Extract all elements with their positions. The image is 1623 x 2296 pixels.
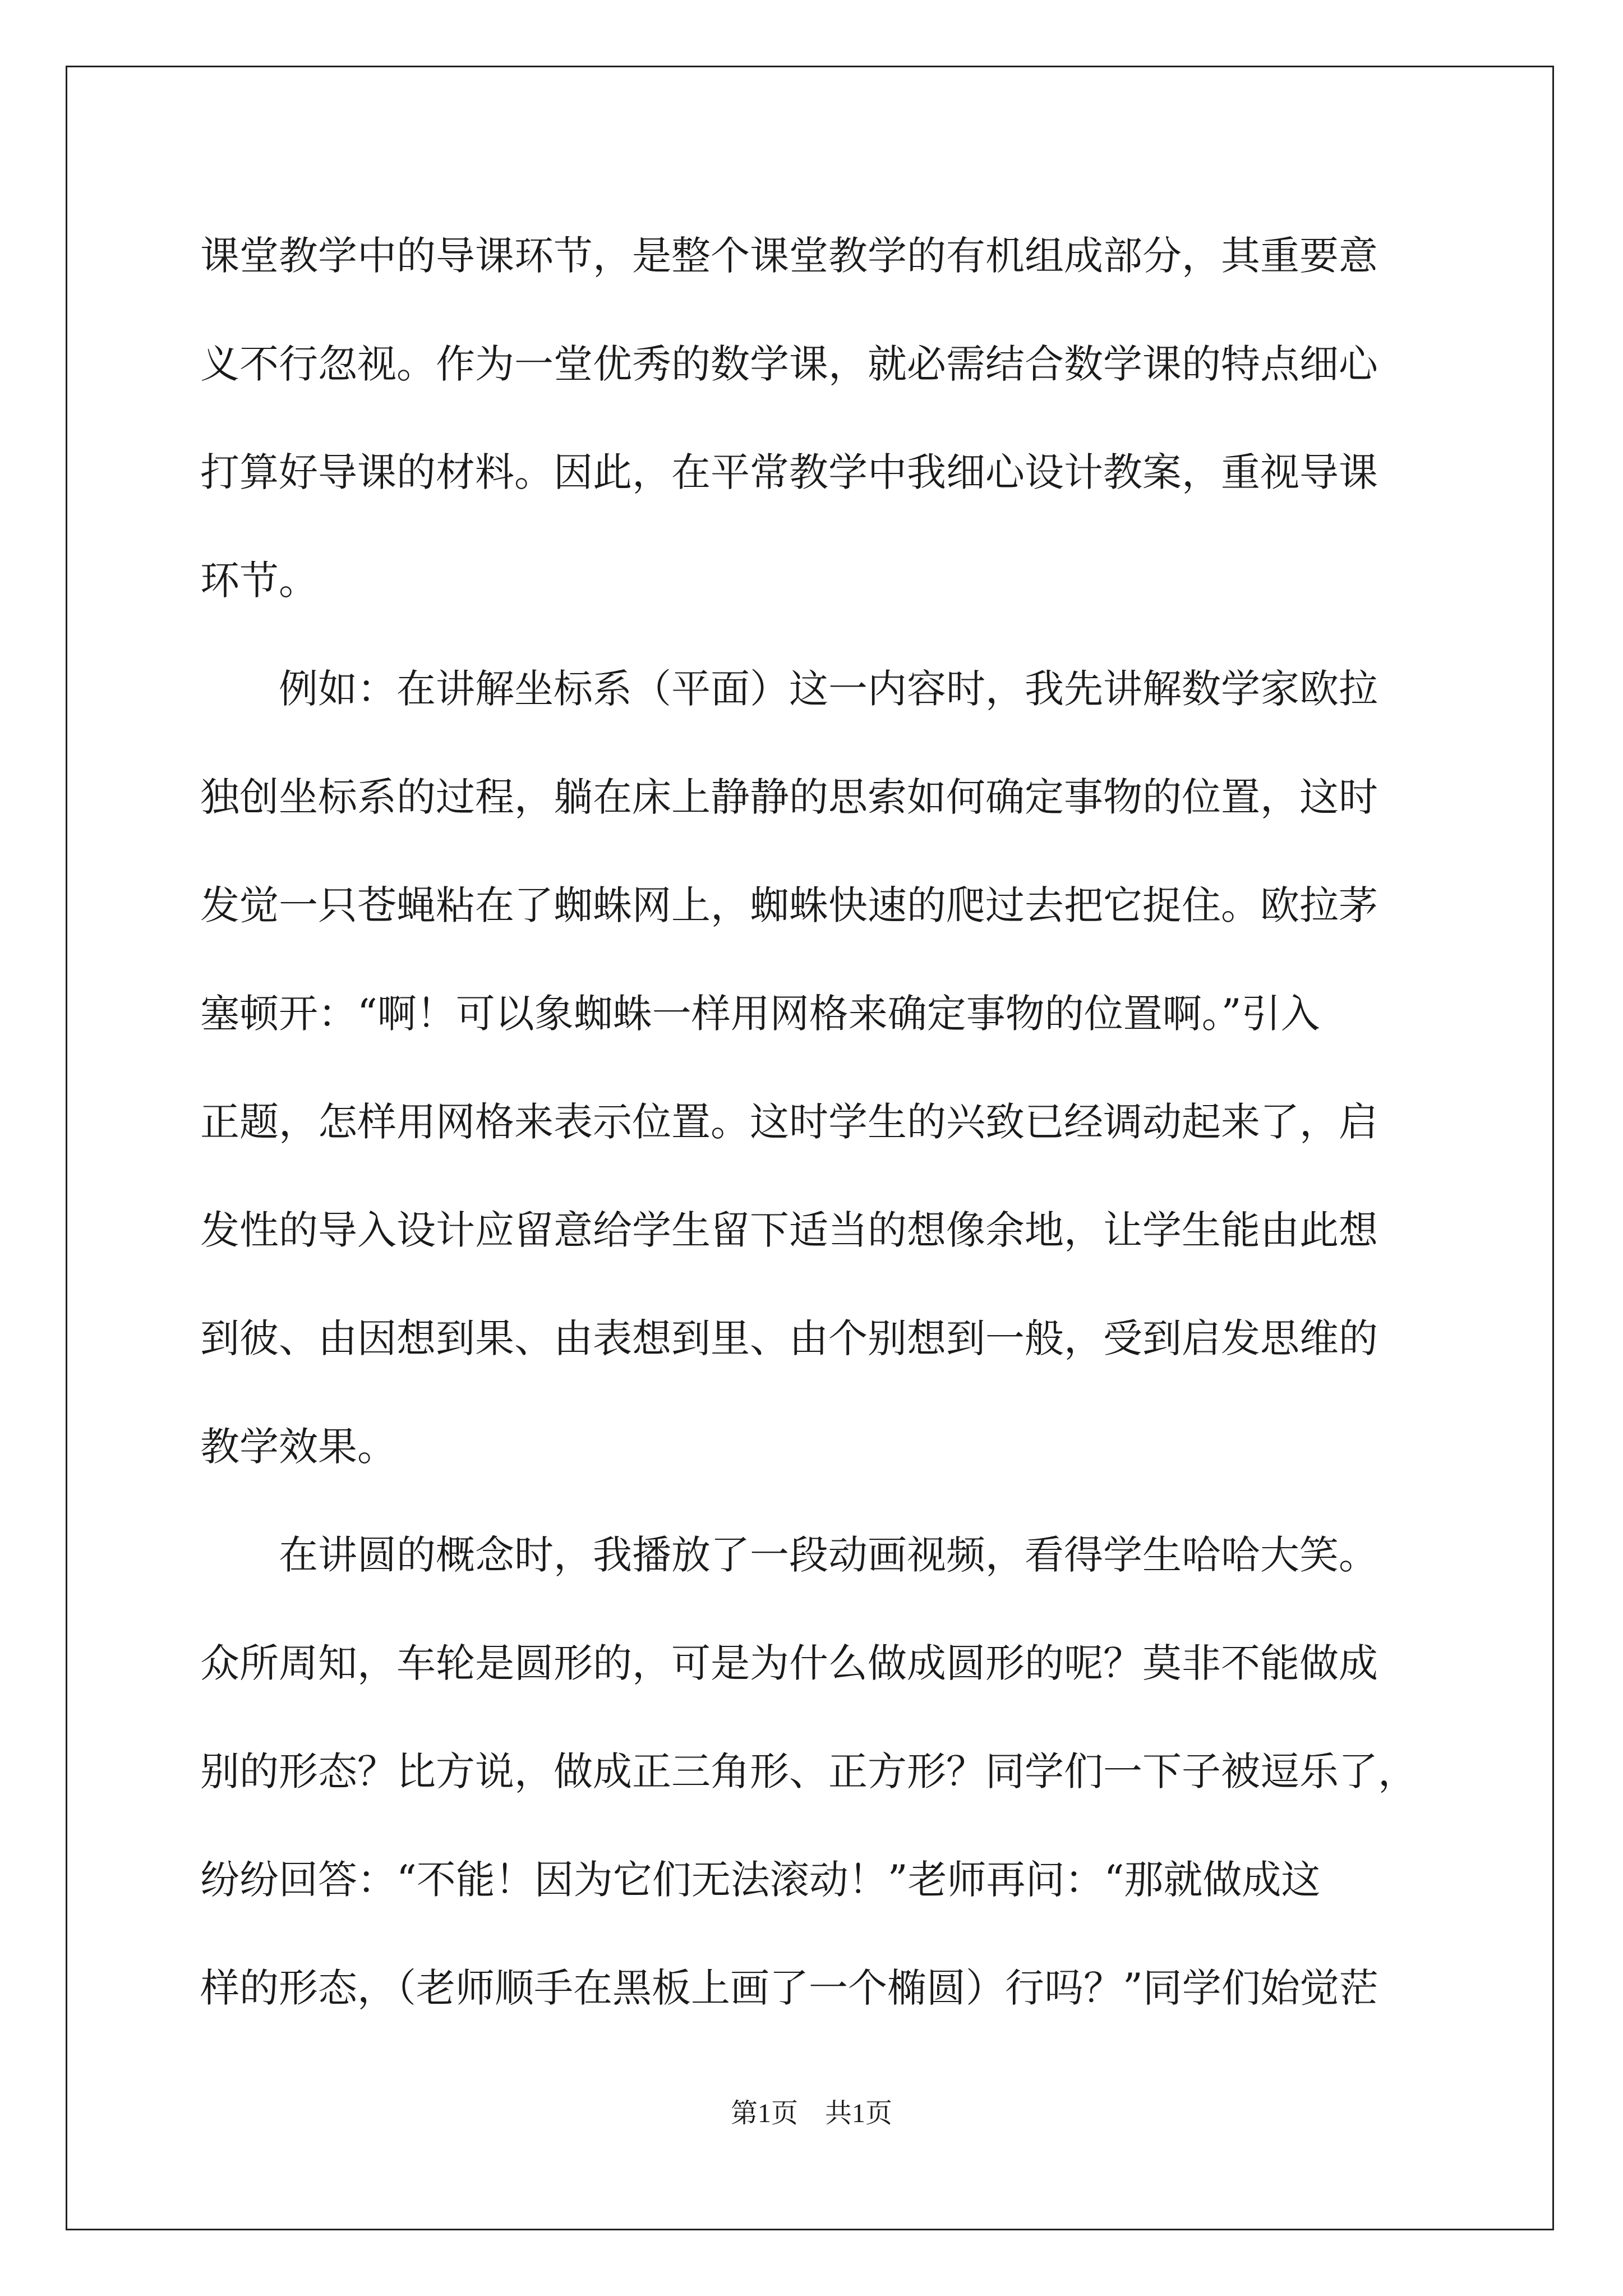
text-line: 纷纷回答：“不能！因为它们无法滚动！”老师再问：“那就做成这 xyxy=(200,1857,1321,1903)
text-line: 众所周知，车轮是圆形的，可是为什么做成圆形的呢？莫非不能做成 xyxy=(200,1640,1378,1686)
text-line: 义不行忽视。作为一堂优秀的数学课，就必需结合数学课的特点细心 xyxy=(200,341,1378,387)
text-line: 在讲圆的概念时，我播放了一段动画视频，看得学生哈哈大笑。 xyxy=(279,1532,1378,1578)
text-line: 教学效果。 xyxy=(200,1424,396,1470)
text-line: 塞顿开：“啊！可以象蜘蛛一样用网格来确定事物的位置啊。”引入 xyxy=(200,991,1320,1037)
paragraph-1 xyxy=(200,202,1440,635)
text-line: 发性的导入设计应留意给学生留下适当的想像余地，让学生能由此想 xyxy=(200,1207,1378,1253)
text-line: 课堂教学中的导课环节，是整个课堂教学的有机组成部分，其重要意 xyxy=(200,233,1378,279)
text-line: 正题，怎样用网格来表示位置。这时学生的兴致已经调动起来了，启 xyxy=(200,1099,1378,1145)
paragraph-3 xyxy=(200,1501,1440,2042)
text-line: 例如：在讲解坐标系（平面）这一内容时，我先讲解数学家欧拉 xyxy=(279,666,1378,712)
page-footer: 第1页 共1页 xyxy=(730,2099,892,2128)
text-line: 打算好导课的材料。因此，在平常教学中我细心设计教案，重视导课 xyxy=(200,449,1378,495)
text-line: 环节。 xyxy=(200,558,318,604)
text-line: 别的形态？比方说，做成正三角形、正方形？同学们一下子被逗乐了， xyxy=(200,1749,1417,1795)
text-line: 到彼、由因想到果、由表想到里、由个别想到一般，受到启发思维的 xyxy=(200,1315,1378,1361)
text-line: 发觉一只苍蝇粘在了蜘蛛网上，蜘蛛快速的爬过去把它捉住。欧拉茅 xyxy=(200,882,1378,928)
text-line: 样的形态，（老师顺手在黑板上画了一个椭圆）行吗？”同学们始觉茫 xyxy=(200,1965,1378,2011)
paragraph-2 xyxy=(200,635,1440,1501)
text-line: 独创坐标系的过程，躺在床上静静的思索如何确定事物的位置，这时 xyxy=(200,774,1378,820)
document-body xyxy=(200,202,1440,2042)
